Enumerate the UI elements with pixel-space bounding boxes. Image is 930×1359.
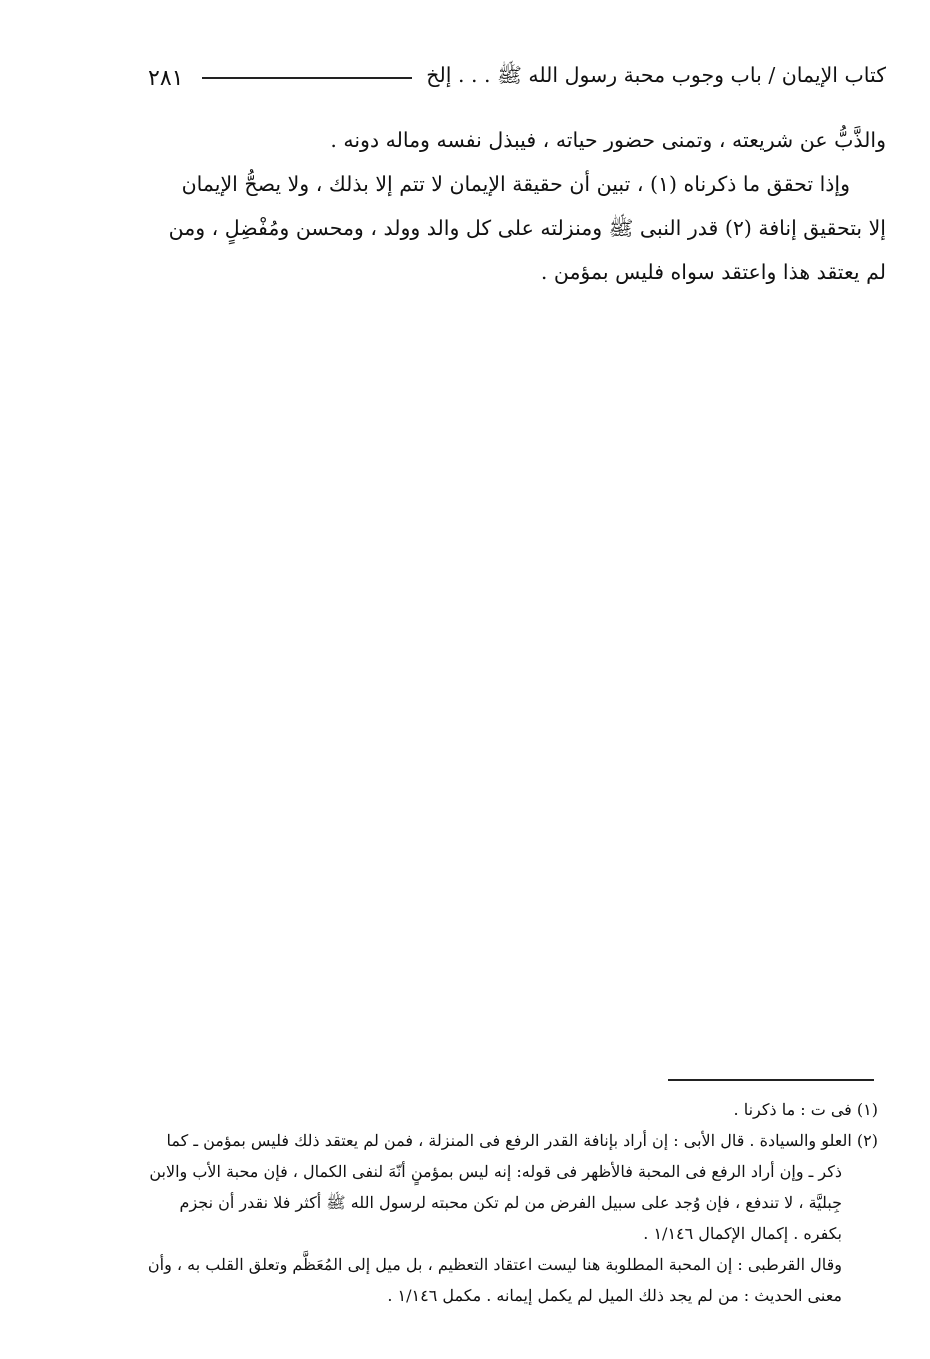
main-text [148, 118, 886, 294]
text-line: لم يعتقد هذا واعتقد سواه فليس بمؤمن . [540, 260, 886, 284]
running-header [148, 58, 886, 98]
footnotes [148, 1094, 878, 1311]
footnote-line: جِبليَّة ، لا تندفع ، فإن وُجد على سبيل الفرض من لم تكن محبته لرسول الله ﷺ أكثر فلا نقدر أن نجزم [179, 1193, 842, 1212]
footnote-line: (٢) العلو والسيادة . قال الأبى : إن أراد بإنافة القدر الرفع فى المنزلة ، فمن لم يعتقد ذلك فليس بمؤمن ـ كما [166, 1131, 878, 1150]
text-line: وإذا تحقق ما ذكرناه (١) ، تبين أن حقيقة الإيمان لا تتم إلا بذلك ، ولا يصحُّ الإيمان [181, 172, 850, 196]
footnote-line: (١) فى ت : ما ذكرنا . [733, 1100, 878, 1119]
text-line: والذَّبُّ عن شريعته ، وتمنى حضور حياته ، فيبذل نفسه وماله دونه . [330, 128, 886, 152]
text-line: إلا بتحقيق إنافة (٢) قدر النبى ﷺ ومنزلته على كل والد وولد ، ومحسن ومُفْضِلٍ ، ومن [168, 216, 886, 240]
footnote-separator [668, 1079, 874, 1081]
footnote-line: ذكر ـ وإن أراد الرفع فى المحبة فالأظهر فى قوله: إنه ليس بمؤمنٍ أنّهَ لنفى الكمال ، فإن محبة الأب والابن [149, 1162, 842, 1181]
running-title: كتاب الإيمان / باب وجوب محبة رسول الله ﷺ . . . إلخ [426, 63, 886, 87]
footnote-line: معنى الحديث : من لم يجد ذلك الميل لم يكمل إيمانه . مكمل ١/١٤٦ . [387, 1286, 842, 1305]
page-number: ٢٨١ [148, 65, 184, 91]
footnote-line: بكفره . إكمال الإكمال ١/١٤٦ . [643, 1224, 842, 1243]
footnote-line: وقال القرطبى : إن المحبة المطلوبة هنا ليست اعتقاد التعظيم ، بل ميل إلى المُعَظَّم وتعلق القلب به ، وأن [147, 1255, 842, 1274]
header-rule [202, 77, 412, 79]
